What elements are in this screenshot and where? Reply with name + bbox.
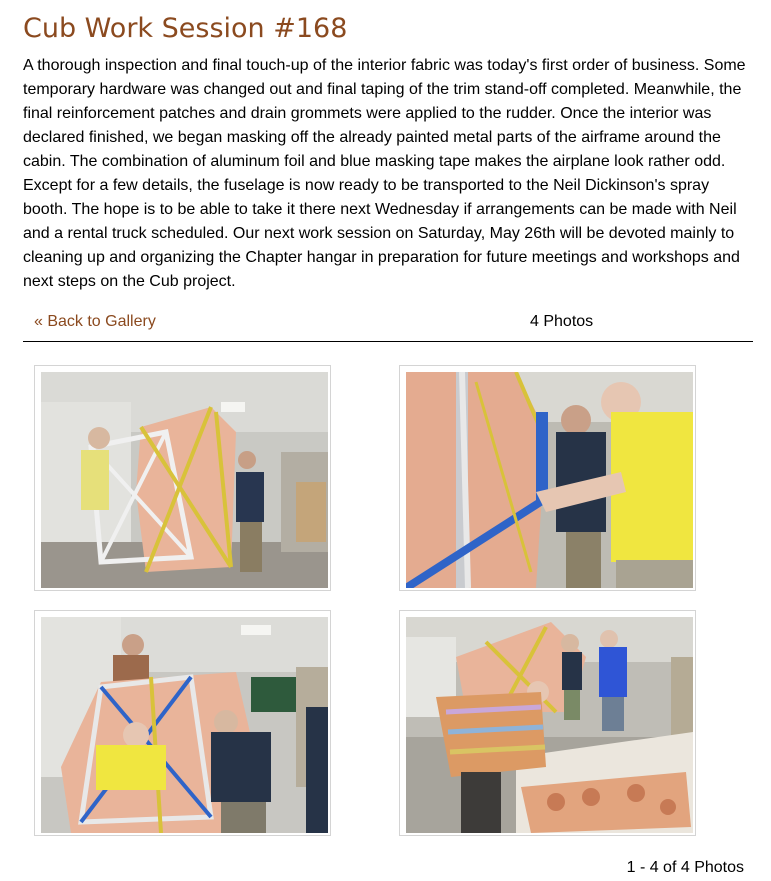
session-description: A thorough inspection and final touch-up of the interior fabric was today's first order of business. Some temporary hardware was changed out and final taping of the trim stand-off completed. Meanwhile, the final reinforcement patches and drain grommets were applied to the rudder. Once the interior was declared finished, we began masking off the already painted metal parts of the airframe around the cabin. The combination of aluminum foil and blue masking tape makes the airplane look rather odd. Except for a few details, the fuselage is now ready to be transported to the Neil Dickinson's spray booth. The hope is to be able to take it there next Wednesday if arrangements can be made with Neil and a rental truck scheduled. Our next work session on Saturday, May 26th will be devoted mainly to cleaning up and organizing the Chapter hangar in preparation for future meetings and workshops and next steps on the Cub project. — [23, 57, 746, 290]
photo-3-image — [41, 617, 328, 833]
pagination-summary: 1 - 4 of 4 Photos — [626, 859, 744, 876]
photo-2-image — [406, 372, 693, 588]
photo-thumbnail-3[interactable] — [34, 610, 331, 836]
photo-count: 4 Photos — [530, 313, 594, 330]
photo-1-image — [41, 372, 328, 588]
back-to-gallery-link[interactable]: « Back to Gallery — [34, 313, 156, 330]
gallery-nav-bar — [23, 309, 753, 342]
photo-4-image — [406, 617, 693, 833]
photo-thumbnail-4[interactable] — [399, 610, 696, 836]
photo-thumbnail-1[interactable] — [34, 365, 331, 591]
photo-thumbnail-2[interactable] — [399, 365, 696, 591]
page-title: Cub Work Session #168 — [23, 13, 348, 44]
